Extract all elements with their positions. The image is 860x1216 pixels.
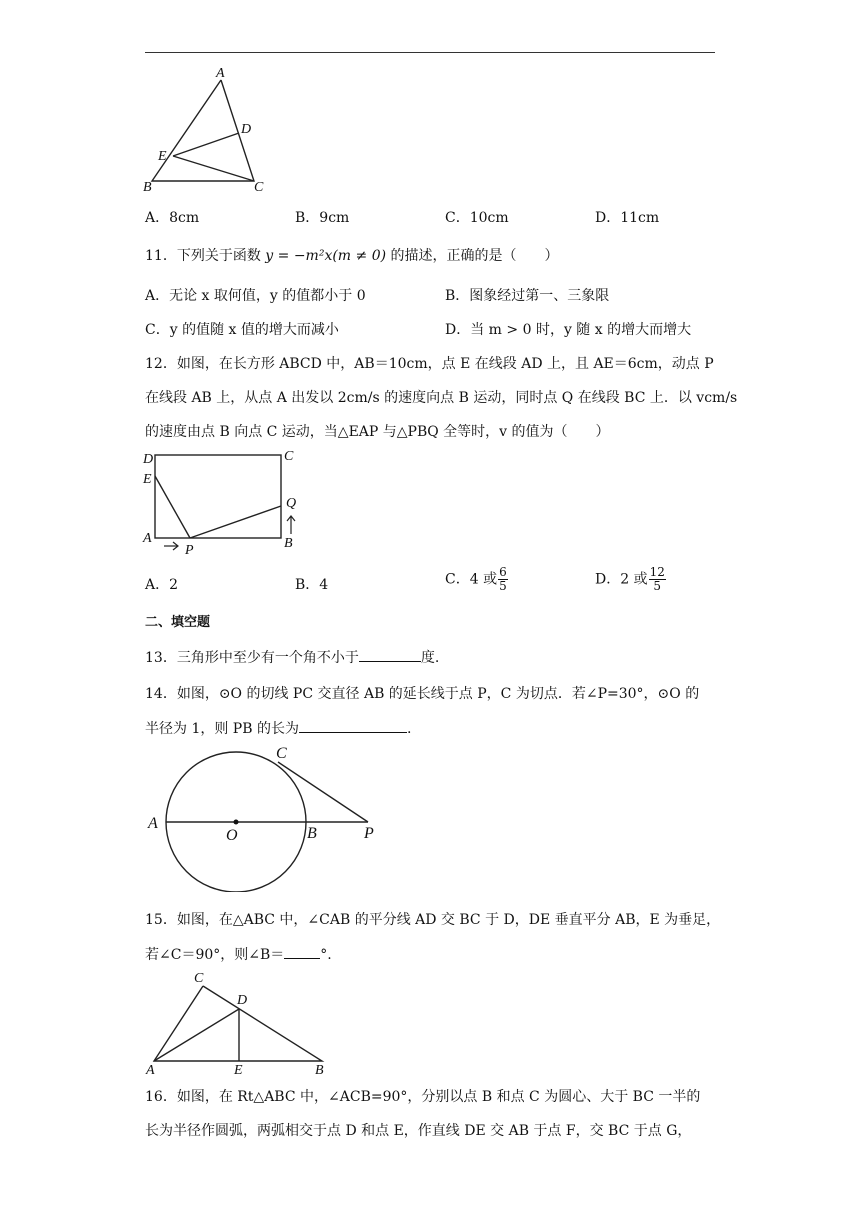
label-a: A <box>146 1063 155 1078</box>
fraction-denominator: 5 <box>653 579 662 593</box>
fraction-denominator: 5 <box>499 579 507 593</box>
q12-line-1: 12．如图，在长方形 ABCD 中，AB＝10cm，点 E 在线段 AD 上，且 AE＝6cm，动点 P <box>145 356 714 372</box>
q14-text-b: . <box>406 721 412 737</box>
q12-line-3: 的速度由点 B 向点 C 运动，当△EAP 与△PBQ 全等时，v 的值为（ ） <box>145 424 610 440</box>
label-o: O <box>226 827 238 844</box>
q10-option-b: B．9cm <box>295 210 350 226</box>
q14-line-1: 14．如图，⊙O 的切线 PC 交直径 AB 的延长线于点 P，C 为切点．若∠P=30°，⊙O 的 <box>145 686 700 702</box>
q10-option-a: A．8cm <box>145 210 200 226</box>
label-c: C <box>284 449 294 464</box>
label-d: D <box>241 122 252 137</box>
q14-text-a: 半径为 1，则 PB 的长为 <box>145 721 299 737</box>
q11-option-a: A．无论 x 取何值，y 的值都小于 0 <box>145 288 366 304</box>
q16-line-2: 长为半径作圆弧，两弧相交于点 D 和点 E，作直线 DE 交 AB 于点 F，交 BC 于点 G， <box>145 1123 692 1139</box>
q12-option-b: B．4 <box>295 577 329 593</box>
label-p: P <box>185 543 194 558</box>
section-title-fill-in: 二、填空题 <box>145 615 211 630</box>
q12-option-c <box>445 566 508 593</box>
q11-option-c: C．y 的值随 x 值的增大而减小 <box>145 322 339 338</box>
label-p: P <box>364 825 374 842</box>
q10-option-c: C．10cm <box>445 210 509 226</box>
q13-text-a: 13．三角形中至少有一个角不小于 <box>145 650 359 666</box>
q11-stem-a: 11．下列关于函数 <box>145 248 261 264</box>
label-q: Q <box>286 496 297 511</box>
q10-option-d: D．11cm <box>595 210 660 226</box>
label-c: C <box>276 745 287 762</box>
q14-answer-blank[interactable] <box>299 718 407 733</box>
q12-option-d <box>595 566 666 593</box>
label-a: A <box>216 66 225 81</box>
q12-option-a: A．2 <box>145 577 179 593</box>
label-e: E <box>158 149 167 164</box>
q13-text-b: 度. <box>420 650 440 666</box>
q15-answer-blank[interactable] <box>284 944 320 959</box>
q13 <box>145 647 439 668</box>
header-rule <box>145 52 715 53</box>
q16-line-1: 16．如图，在 Rt△ABC 中，∠ACB=90°，分别以点 B 和点 C 为圆心、大于 BC 一半的 <box>145 1089 701 1105</box>
q11-option-b: B．图象经过第一、三象限 <box>445 288 610 304</box>
q13-answer-blank[interactable] <box>359 647 421 662</box>
q12-option-c-fraction <box>498 566 508 593</box>
fraction-numerator: 6 <box>499 565 507 579</box>
label-c: C <box>194 971 204 986</box>
q15-text-a: 若∠C＝90°，则∠B＝ <box>145 947 285 963</box>
label-b: B <box>143 180 152 195</box>
q12-option-c-text: C．4 或 <box>445 571 498 588</box>
fraction-numerator: 12 <box>649 565 665 579</box>
label-b: B <box>307 825 317 842</box>
rectangle-figure-q12 <box>140 446 310 558</box>
triangle-figure-q15 <box>140 966 340 1078</box>
label-a: A <box>143 531 152 546</box>
q15-line-1: 15．如图，在△ABC 中，∠CAB 的平分线 AD 交 BC 于 D，DE 垂直平分 AB，E 为垂足， <box>145 912 721 928</box>
label-e: E <box>234 1063 243 1078</box>
q11-option-d: D．当 m > 0 时，y 随 x 的增大而增大 <box>445 322 692 338</box>
label-a: A <box>148 815 158 832</box>
label-d: D <box>143 452 154 467</box>
triangle-figure-q10 <box>140 64 270 196</box>
label-b: B <box>284 536 293 551</box>
label-e: E <box>143 472 152 487</box>
label-d: D <box>237 993 248 1008</box>
q11-stem-b: 的描述，正确的是（ ） <box>390 248 559 264</box>
q15-text-b: °. <box>320 947 332 963</box>
circle-figure-q14 <box>140 742 390 892</box>
q12-line-2: 在线段 AB 上，从点 A 出发以 2cm/s 的速度向点 B 运动，同时点 Q 在线段 BC 上．以 vcm/s <box>145 390 738 406</box>
q12-option-d-fraction <box>649 566 666 593</box>
q12-option-d-text: D．2 或 <box>595 571 648 588</box>
label-c: C <box>254 180 264 195</box>
q11-stem <box>145 246 559 266</box>
q14-line-2 <box>145 718 411 739</box>
q15-line-2 <box>145 944 332 965</box>
label-b: B <box>315 1063 324 1078</box>
q11-formula: y = −m²x(m ≠ 0) <box>265 248 387 264</box>
